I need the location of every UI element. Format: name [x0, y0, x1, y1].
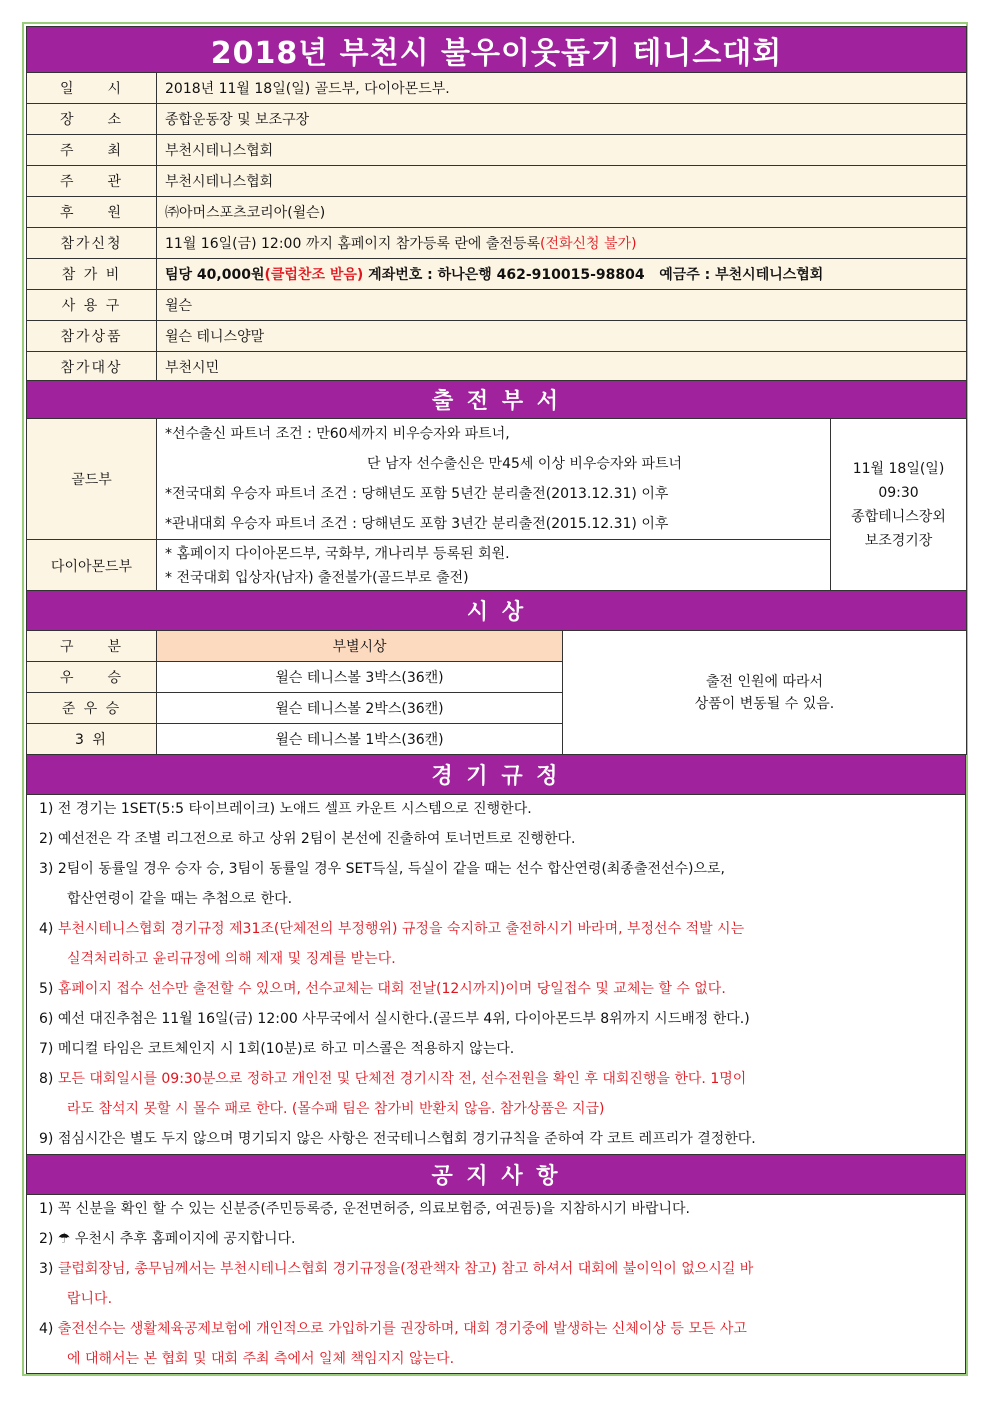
award-row-3rd: 3 위 윌슨 테니스볼 1박스(36캔) [27, 724, 967, 755]
rules-list [26, 794, 966, 1154]
rule-item-5: 5) 홈페이지 접수 선수만 출전할 수 있으며, 선수교체는 대회 전날(12시까지)이며 당일접수 및 교체는 할 수 없다. [39, 981, 726, 997]
umbrella-icon: ☂ [57, 1231, 71, 1247]
notice-item-3: 3) 클럽회장님, 총무님께서는 부천시테니스협회 경기규정을(정관책자 참고) 참고 하셔서 대회에 불이익이 없으시길 바 [39, 1261, 754, 1277]
page-title: 2018년 부천시 불우이웃돕기 테니스대회 [27, 27, 967, 73]
rule-item-8-cont: 라도 참석지 못할 시 몰수 패로 한다. (몰수패 팀은 참가비 반환치 않음. 참가상품은 지급) [67, 1101, 605, 1117]
rule-item-7: 7) 메디컬 타임은 코트체인지 시 1회(10분)로 하고 미스콜은 적용하지 않는다. [39, 1041, 515, 1057]
notice-item-1: 1) 꼭 신분을 확인 할 수 있는 신분증(주민등록증, 운전면허증, 의료보험증, 여권등)을 지참하시기 바랍니다. [39, 1201, 690, 1217]
info-row-organizer: 주 관 부천시테니스협회 [27, 166, 967, 197]
notice-item-4: 4) 출전선수는 생활체육공제보험에 개인적으로 가입하기를 권장하며, 대회 경기중에 발생하는 신체이상 등 모든 사고 [39, 1321, 747, 1337]
rule-item-2: 2) 예선전은 각 조별 리그전으로 하고 상위 2팀이 본선에 진출하여 토너먼트로 진행한다. [39, 831, 576, 847]
rule-item-3-cont: 합산연령이 같을 때는 추첨으로 한다. [67, 891, 293, 907]
award-row-2nd: 준 우 승 윌슨 테니스볼 2박스(36캔) [27, 693, 967, 724]
awards-table [26, 590, 967, 755]
rule-item-6: 6) 예선 대진추첨은 11월 16일(금) 12:00 사무국에서 실시한다.(골드부 4위, 다이아몬드부 8위까지 시드배정 한다.) [39, 1011, 750, 1027]
division-schedule: 11월 18일(일) 09:30 종합테니스장외 보조경기장 [831, 419, 967, 592]
info-row-sponsor: 후 원 ㈜아머스포츠코리아(윌슨) [27, 197, 967, 228]
info-row-fee: 참 가 비 팀당 40,000원(클럽찬조 받음) 계좌번호 : 하나은행 462-910015-98804 예금주 : 부천시테니스협회 [27, 259, 967, 290]
notice-item-4-cont: 에 대해서는 본 협회 및 대회 주최 측에서 일체 책임지지 않는다. [67, 1351, 455, 1367]
info-row-date: 일 시 2018년 11월 18일(일) 골드부, 다이아몬드부. [27, 73, 967, 104]
info-row-target: 참가대상 부천시민 [27, 352, 967, 383]
divisions-header: 출 전 부 서 [27, 381, 967, 419]
notices-list [26, 1194, 966, 1374]
rule-item-1: 1) 전 경기는 1SET(5:5 타이브레이크) 노애드 셀프 카운트 시스템으로 진행한다. [39, 801, 532, 817]
rule-item-3: 3) 2팀이 동률일 경우 승자 승, 3팀이 동률일 경우 SET득실, 득실이 같을 때는 선수 합산연령(최종출전선수)으로, [39, 861, 726, 877]
notices-header-table [26, 1154, 966, 1195]
info-row-ball: 사 용 구 윌슨 [27, 290, 967, 321]
awards-note: 출전 인원에 따라서 상품이 변동될 수 있음. [563, 631, 967, 755]
divisions-table [26, 380, 967, 592]
division-gold: 골드부 *선수출신 파트너 조건 : 만60세까지 비우승자와 파트너, 단 남자 선수출신은 만45세 이상 비우승자와 파트너 *전국대회 우승자 파트너 조건 : 당해년도 포함 5년간 분리출전(2013.12.31) 이후 *관내대회 우승자 파트너 조건 : 당해년도 포함 3년간 분리출전(2015.12.31) 이후 11월 18일(일) 09:30 종합테니스장외 보조경기장 [27, 419, 967, 540]
notice-item-2: 2) ☂ 우천시 추후 홈페이지에 공지합니다. [27, 1224, 965, 1254]
awards-header: 시 상 [27, 591, 967, 631]
info-row-venue: 장 소 종합운동장 및 보조구장 [27, 104, 967, 135]
info-row-apply: 참가신청 11월 16일(금) 12:00 까지 홈페이지 참가등록 란에 출전등록(전화신청 불가) [27, 228, 967, 259]
notice-item-3-cont: 랍니다. [67, 1291, 113, 1307]
rules-header: 경 기 규 정 [27, 755, 966, 795]
rule-item-8: 8) 모든 대회일시를 09:30분으로 정하고 개인전 및 단체전 경기시작 전, 선수전원을 확인 후 대회진행을 한다. 1명이 [39, 1071, 747, 1087]
division-diamond: 다이아몬드부 * 홈페이지 다이아몬드부, 국화부, 개나리부 등록된 회원. * 전국대회 입상자(남자) 출전불가(골드부로 출전) [27, 540, 967, 592]
rules-header-table [26, 754, 966, 795]
info-row-gift: 참가상품 윌슨 테니스양말 [27, 321, 967, 352]
rule-item-9: 9) 점심시간은 별도 두지 않으며 명기되지 않은 사항은 전국테니스협회 경기규칙을 준하여 각 코트 레프리가 결정한다. [39, 1131, 756, 1147]
info-table [26, 26, 967, 383]
notices-header: 공 지 사 항 [27, 1155, 966, 1195]
info-row-host: 주 최 부천시테니스협회 [27, 135, 967, 166]
awards-head-row: 구 분 부별시상 출전 인원에 따라서 상품이 변동될 수 있음. [27, 631, 967, 662]
award-row-1st: 우 승 윌슨 테니스볼 3박스(36캔) [27, 662, 967, 693]
rule-item-4: 4) 부천시테니스협회 경기규정 제31조(단체전의 부정행위) 규정을 숙지하고 출전하시기 바라며, 부정선수 적발 시는 [39, 921, 745, 937]
rule-item-4-cont: 실격처리하고 윤리규정에 의해 제재 및 징계를 받는다. [67, 951, 396, 967]
